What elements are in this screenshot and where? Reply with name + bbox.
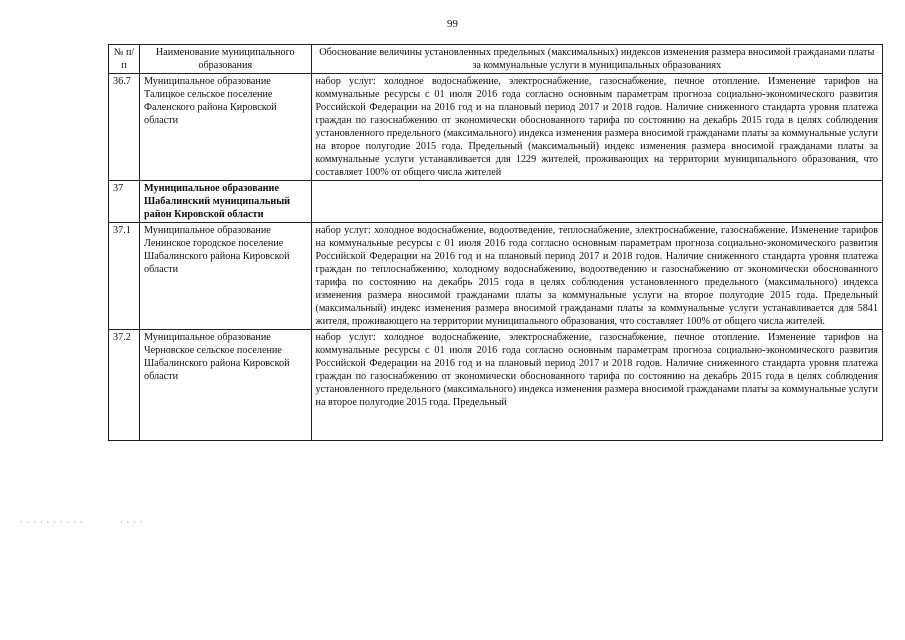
- table-row: [109, 74, 883, 181]
- table-row: [109, 223, 883, 330]
- tariff-index-table: [108, 44, 883, 441]
- row-num: 37.1: [109, 223, 140, 330]
- row-name: Муниципальное образование Шабалинский муниципальный район Кировской области: [140, 181, 312, 223]
- scan-artifact: · · · · · · · · · ·: [20, 518, 84, 527]
- header-desc: Обоснование величины установленных предельных (максимальных) индексов изменения размера вносимой гражданами платы за коммунальные услуги в муниципальных образованиях: [311, 45, 882, 74]
- table-row: [109, 330, 883, 441]
- row-desc: набор услуг: холодное водоснабжение, электроснабжение, газоснабжение, печное отопление. Изменение тарифов на коммунальные ресурсы с 01 июля 2016 года согласно основным параметрам прогноза социально-экономического развития Российской Федерации на 2016 год и на плановый период 2017 и 2018 годов. Наличие сниженного стандарта уровня платежа граждан по газоснабжению от экономически обоснованного тарифа по состоянию на декабрь 2015 года в целях соблюдения установленного предельного (максимального) индекса изменения размера вносимой гражданами платы за коммунальные услуги на второе полугодие 2015 года. Предельный (максимальный) индекс изменения размера вносимой гражданами платы за коммунальные услуги устанавливается для 1229 жителей, проживающих на территории муниципального образования, что составляет 100% от общего числа жителей: [311, 74, 882, 181]
- table-header-row: [109, 45, 883, 74]
- scan-artifact: · · · ·: [120, 518, 144, 527]
- table-row: [109, 181, 883, 223]
- row-name: Муниципальное образование Ленинское городское поселение Шабалинского района Кировской области: [140, 223, 312, 330]
- header-name: Наименование муниципального образования: [140, 45, 312, 74]
- row-num: 37.2: [109, 330, 140, 441]
- header-num: № п/п: [109, 45, 140, 74]
- row-num: 36.7: [109, 74, 140, 181]
- row-name: Муниципальное образование Черновское сельское поселение Шабалинского района Кировской области: [140, 330, 312, 441]
- row-num: 37: [109, 181, 140, 223]
- row-desc: набор услуг: холодное водоснабжение, электроснабжение, газоснабжение, печное отопление. Изменение тарифов на коммунальные ресурсы с 01 июля 2016 года согласно основным параметрам прогноза социально-экономического развития Российской Федерации на 2016 год и на плановый период 2017 и 2018 годов. Наличие сниженного стандарта уровня платежа граждан по газоснабжению от экономически обоснованного тарифа по состоянию на декабрь 2015 года в целях соблюдения установленного предельного (максимального) индекса изменения размера вносимой гражданами платы за коммунальные услуги на второе полугодие 2015 года. Предельный: [311, 330, 882, 441]
- row-name: Муниципальное образование Талицкое сельское поселение Фаленского района Кировской области: [140, 74, 312, 181]
- row-desc: [311, 181, 882, 223]
- page-number: 99: [447, 18, 458, 30]
- row-desc: набор услуг: холодное водоснабжение, водоотведение, теплоснабжение, электроснабжение, газоснабжение. Изменение тарифов на коммунальные ресурсы с 01 июля 2016 года согласно основным параметрам прогноза социально-экономического развития Российской Федерации на 2016 год и на плановый период 2017 и 2018 годов. Наличие сниженного стандарта уровня платежа граждан по теплоснабжению, холодному водоснабжению, водоотведению и газоснабжению от экономически обоснованного тарифа по состоянию на декабрь 2015 года в целях соблюдения установленного предельного (максимального) индекса изменения размера вносимой гражданами платы за коммунальные услуги на второе полугодие 2015 года. Предельный (максимальный) индекс изменения размера вносимой гражданами платы за коммунальные услуги устанавливается для 5841 жителя, проживающего на территории муниципального образования, что составляет 100% от общего числа жителей.: [311, 223, 882, 330]
